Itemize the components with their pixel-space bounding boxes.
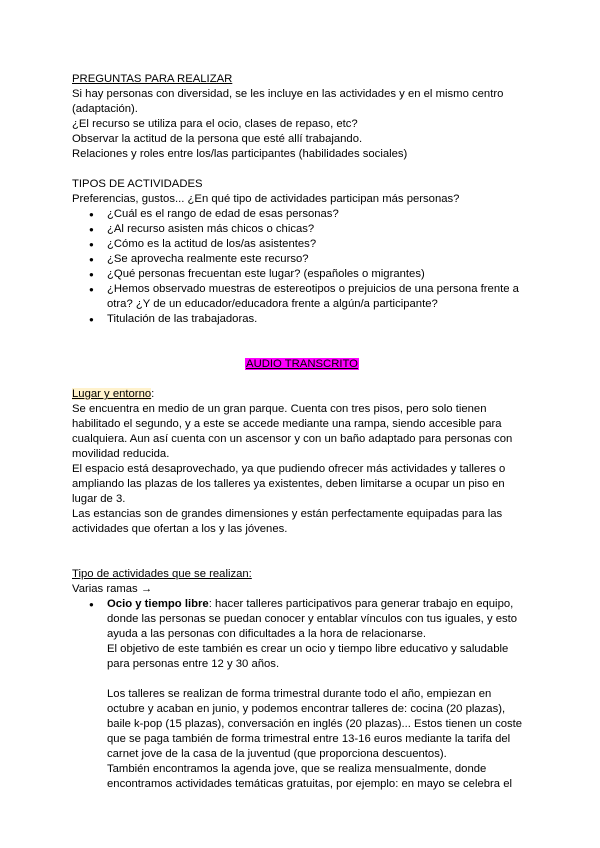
list-item: ● ¿Cómo es la actitud de los/as asistentes?: [72, 237, 532, 252]
preguntas-line-4: Relaciones y roles entre los/las participantes (habilidades sociales): [72, 148, 408, 160]
ocio-title: Ocio y tiempo libre: [107, 598, 209, 610]
spacer: [72, 162, 532, 177]
lugar-heading: [72, 387, 532, 402]
spacer: [72, 342, 532, 357]
audio-title: AUDIO TRANSCRITO: [246, 358, 358, 370]
preguntas-line-1: Si hay personas con diversidad, se les incluye en las actividades y en el mismo centro (adaptación).: [72, 88, 504, 115]
ocio-paragraph-3: Los talleres se realizan de forma trimestral durante todo el año, empiezan en octubre y acaban en junio, y podemos encontrar talleres de: cocina (20 plazas), baile k-pop (15 plazas), conversación en inglés (20 plazas)... Estos tienen un coste que se paga también de forma trimestral entre 13-16 euros mediante la tarifa del carnet jove de la casa de la juventud (que proporciona descuentos).: [107, 688, 523, 760]
list-item: ● ¿Se aprovecha realmente este recurso?: [72, 252, 532, 267]
list-item: ● ¿Cuál es el rango de edad de esas personas?: [72, 207, 532, 222]
spacer: [72, 327, 532, 342]
tipo-bullet-list: [72, 597, 532, 642]
tipo-heading: Tipo de actividades que se realizan:: [72, 568, 252, 580]
tipo-ramas: Varias ramas →: [72, 583, 153, 595]
list-item: ● Titulación de las trabajadoras.: [72, 312, 532, 327]
document-page: [72, 72, 532, 792]
section-heading-preguntas: PREGUNTAS PARA REALIZAR: [72, 73, 233, 85]
lugar-colon: :: [151, 388, 155, 400]
tipos-bullet-list: [72, 207, 532, 327]
lugar-paragraph-2: El espacio está desaprovechado, ya que pudiendo ofrecer más actividades y talleres o ampliando las plazas de los talleres ya existentes, deben limitarse a ocupar un piso en lugar de 3.: [72, 463, 506, 505]
tipos-intro: Preferencias, gustos... ¿En qué tipo de actividades participan más personas?: [72, 193, 460, 205]
preguntas-line-3: Observar la actitud de la persona que esté allí trabajando.: [72, 133, 363, 145]
list-item: [72, 597, 532, 642]
spacer: [72, 672, 532, 687]
lugar-label: Lugar y entorno: [72, 388, 152, 400]
ocio-paragraph-4: También encontramos la agenda jove, que se realiza mensualmente, donde encontramos actividades temáticas gratuitas, por ejemplo: en mayo se celebra el: [107, 763, 513, 790]
list-item: ● ¿Qué personas frecuentan este lugar? (españoles o migrantes): [72, 267, 532, 282]
list-item: ● ¿Al recurso asisten más chicos o chicas?: [72, 222, 532, 237]
ocio-text: : hacer talleres participativos para generar trabajo en equipo, donde las personas se puedan conocer y entablar vínculos con tus iguales, y esto ayuda a las personas con dificultades a la hora de relacionarse.: [107, 598, 518, 640]
list-item: ● ¿Hemos observado muestras de estereotipos o prejuicios de una persona frente a otra? ¿Y de un educador/educadora frente a algún/a participante?: [72, 282, 532, 312]
spacer: [72, 372, 532, 387]
section-heading-tipos: TIPOS DE ACTIVIDADES: [72, 178, 203, 190]
spacer: [72, 552, 532, 567]
lugar-paragraph-1: Se encuentra en medio de un gran parque. Cuenta con tres pisos, pero solo tienen habilitado el segundo, y a este se accede mediante una rampa, siendo accesible para cualquiera. Aun así cuenta con un ascensor y con un baño adaptado para personas con movilidad reducida.: [72, 403, 513, 460]
spacer: [72, 537, 532, 552]
audio-title-row: [72, 357, 532, 372]
ocio-paragraph-2: El objetivo de este también es crear un ocio y tiempo libre educativo y saludable para personas entre 12 y 30 años.: [107, 643, 509, 670]
lugar-paragraph-3: Las estancias son de grandes dimensiones y están perfectamente equipadas para las actividades que ofertan a los y las jóvenes.: [72, 508, 503, 535]
preguntas-line-2: ¿El recurso se utiliza para el ocio, clases de repaso, etc?: [72, 118, 358, 130]
